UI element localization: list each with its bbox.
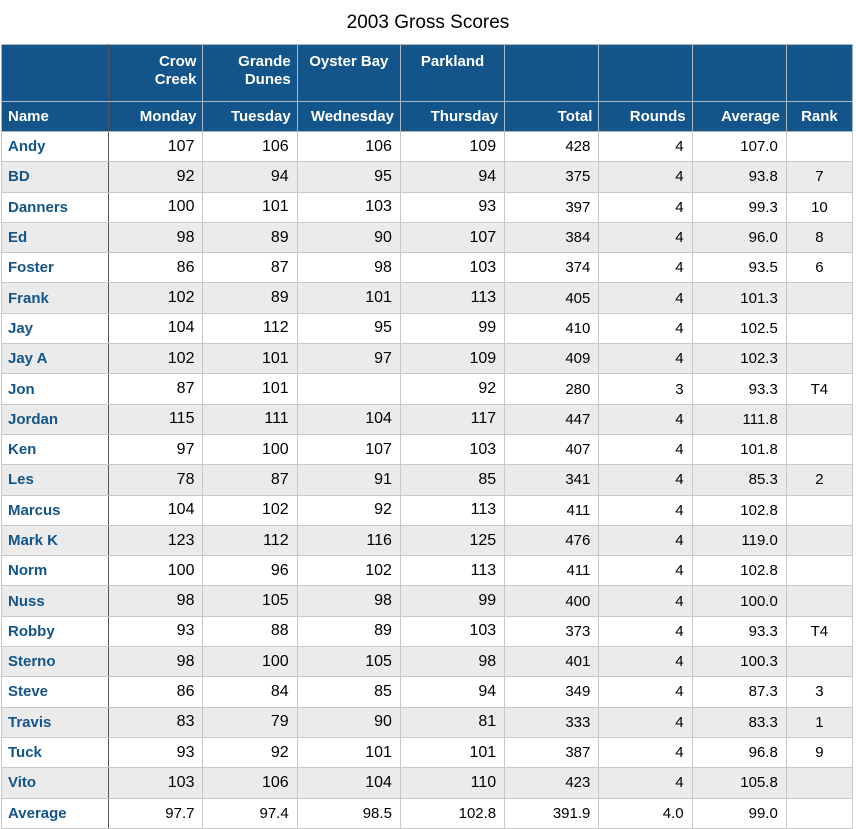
thursday-score-cell: 113 (400, 283, 504, 313)
thursday-score-cell: 109 (400, 344, 504, 374)
average-score-cell: 102.8 (692, 495, 786, 525)
table-row (2, 404, 853, 434)
column-header-tuesday: Tuesday (203, 102, 297, 132)
player-name-cell: Norm (2, 556, 109, 586)
rank-cell (786, 313, 852, 343)
page-title: 2003 Gross Scores (346, 12, 510, 33)
column-header-average: Average (692, 102, 786, 132)
thursday-score-cell: 99 (400, 586, 504, 616)
average-score-cell: 107.0 (692, 132, 786, 162)
rounds-count-cell: 4 (599, 495, 692, 525)
total-score-cell: 447 (505, 404, 599, 434)
table-row (2, 344, 853, 374)
tuesday-score-cell: 102 (203, 495, 297, 525)
course-header-cell (599, 45, 692, 102)
column-header-name: Name (2, 102, 109, 132)
player-name-cell: BD (2, 162, 109, 192)
table-row (2, 677, 853, 707)
tuesday-score-cell: 112 (203, 525, 297, 555)
thursday-score-cell: 110 (400, 768, 504, 798)
rank-cell (786, 132, 852, 162)
table-row (2, 768, 853, 798)
monday-score-cell: 86 (109, 253, 203, 283)
average-score-cell: 93.5 (692, 253, 786, 283)
table-row (2, 434, 853, 464)
wednesday-score-cell: 98.5 (297, 798, 400, 828)
monday-score-cell: 87 (109, 374, 203, 404)
player-name-cell: Marcus (2, 495, 109, 525)
player-name-cell: Danners (2, 192, 109, 222)
player-name-cell: Jay (2, 313, 109, 343)
rank-cell (786, 768, 852, 798)
tuesday-score-cell: 92 (203, 737, 297, 767)
thursday-score-cell: 94 (400, 677, 504, 707)
total-score-cell: 341 (505, 465, 599, 495)
tuesday-score-cell: 88 (203, 616, 297, 646)
thursday-score-cell: 101 (400, 737, 504, 767)
course-header-cell: Crow Creek (109, 45, 203, 102)
player-name-cell: Sterno (2, 647, 109, 677)
average-score-cell: 93.3 (692, 374, 786, 404)
rank-cell: 10 (786, 192, 852, 222)
average-score-cell: 99.0 (692, 798, 786, 828)
table-row (2, 707, 853, 737)
table-row (2, 253, 853, 283)
player-name-cell: Robby (2, 616, 109, 646)
monday-score-cell: 92 (109, 162, 203, 192)
column-header-rank: Rank (786, 102, 852, 132)
rounds-count-cell: 4 (599, 525, 692, 555)
average-score-cell: 83.3 (692, 707, 786, 737)
wednesday-score-cell: 107 (297, 434, 400, 464)
thursday-score-cell: 107 (400, 222, 504, 252)
table-row (2, 313, 853, 343)
table-row (2, 525, 853, 555)
rounds-count-cell: 4 (599, 586, 692, 616)
tuesday-score-cell: 101 (203, 192, 297, 222)
rounds-count-cell: 4 (599, 677, 692, 707)
tuesday-score-cell: 84 (203, 677, 297, 707)
thursday-score-cell: 103 (400, 253, 504, 283)
total-score-cell: 387 (505, 737, 599, 767)
table-row (2, 162, 853, 192)
player-name-cell: Jon (2, 374, 109, 404)
tuesday-score-cell: 101 (203, 374, 297, 404)
monday-score-cell: 104 (109, 495, 203, 525)
total-score-cell: 405 (505, 283, 599, 313)
total-score-cell: 384 (505, 222, 599, 252)
player-name-cell: Jay A (2, 344, 109, 374)
tuesday-score-cell: 87 (203, 465, 297, 495)
player-name-cell: Foster (2, 253, 109, 283)
tuesday-score-cell: 112 (203, 313, 297, 343)
total-score-cell: 374 (505, 253, 599, 283)
wednesday-score-cell: 102 (297, 556, 400, 586)
rank-cell (786, 404, 852, 434)
thursday-score-cell: 81 (400, 707, 504, 737)
table-row (2, 737, 853, 767)
table-row (2, 647, 853, 677)
wednesday-score-cell: 95 (297, 162, 400, 192)
player-name-cell: Vito (2, 768, 109, 798)
average-score-cell: 101.3 (692, 283, 786, 313)
rounds-count-cell: 4 (599, 616, 692, 646)
monday-score-cell: 104 (109, 313, 203, 343)
total-score-cell: 397 (505, 192, 599, 222)
table-row (2, 374, 853, 404)
rounds-count-cell: 4 (599, 465, 692, 495)
rank-cell: T4 (786, 374, 852, 404)
average-score-cell: 101.8 (692, 434, 786, 464)
monday-score-cell: 100 (109, 556, 203, 586)
player-name-cell: Ken (2, 434, 109, 464)
rank-cell (786, 434, 852, 464)
average-score-cell: 105.8 (692, 768, 786, 798)
wednesday-score-cell: 101 (297, 737, 400, 767)
scores-table (1, 44, 853, 829)
column-header-total: Total (505, 102, 599, 132)
rounds-count-cell: 3 (599, 374, 692, 404)
column-header-monday: Monday (109, 102, 203, 132)
course-header-cell (786, 45, 852, 102)
total-score-cell: 411 (505, 556, 599, 586)
wednesday-score-cell: 104 (297, 768, 400, 798)
player-name-cell: Frank (2, 283, 109, 313)
wednesday-score-cell: 106 (297, 132, 400, 162)
rank-cell: 1 (786, 707, 852, 737)
thursday-score-cell: 99 (400, 313, 504, 343)
rounds-count-cell: 4 (599, 707, 692, 737)
average-score-cell: 100.3 (692, 647, 786, 677)
rounds-count-cell: 4 (599, 768, 692, 798)
rounds-count-cell: 4 (599, 162, 692, 192)
course-header-row (2, 45, 853, 102)
monday-score-cell: 86 (109, 677, 203, 707)
table-row (2, 616, 853, 646)
average-row (2, 798, 853, 828)
total-score-cell: 410 (505, 313, 599, 343)
total-score-cell: 411 (505, 495, 599, 525)
total-score-cell: 373 (505, 616, 599, 646)
total-score-cell: 476 (505, 525, 599, 555)
total-score-cell: 407 (505, 434, 599, 464)
average-score-cell: 85.3 (692, 465, 786, 495)
rounds-count-cell: 4 (599, 222, 692, 252)
table-row (2, 586, 853, 616)
monday-score-cell: 100 (109, 192, 203, 222)
rank-cell (786, 647, 852, 677)
average-score-cell: 102.8 (692, 556, 786, 586)
player-name-cell: Les (2, 465, 109, 495)
course-header-cell (505, 45, 599, 102)
rank-cell (786, 525, 852, 555)
column-header-rounds: Rounds (599, 102, 692, 132)
table-row (2, 222, 853, 252)
rank-cell: 8 (786, 222, 852, 252)
thursday-score-cell: 98 (400, 647, 504, 677)
rank-cell: 2 (786, 465, 852, 495)
rank-cell: 3 (786, 677, 852, 707)
rank-cell (786, 283, 852, 313)
wednesday-score-cell: 103 (297, 192, 400, 222)
table-row (2, 283, 853, 313)
player-name-cell: Steve (2, 677, 109, 707)
thursday-score-cell: 125 (400, 525, 504, 555)
column-header-wednesday: Wednesday (297, 102, 400, 132)
thursday-score-cell: 85 (400, 465, 504, 495)
column-header-thursday: Thursday (400, 102, 504, 132)
player-name-cell: Andy (2, 132, 109, 162)
rounds-count-cell: 4 (599, 283, 692, 313)
player-name-cell: Nuss (2, 586, 109, 616)
average-score-cell: 99.3 (692, 192, 786, 222)
tuesday-score-cell: 97.4 (203, 798, 297, 828)
average-score-cell: 111.8 (692, 404, 786, 434)
course-header-cell (692, 45, 786, 102)
tuesday-score-cell: 89 (203, 283, 297, 313)
wednesday-score-cell: 89 (297, 616, 400, 646)
average-score-cell: 102.3 (692, 344, 786, 374)
rank-cell (786, 798, 852, 828)
monday-score-cell: 78 (109, 465, 203, 495)
tuesday-score-cell: 105 (203, 586, 297, 616)
rounds-count-cell: 4 (599, 192, 692, 222)
average-score-cell: 93.8 (692, 162, 786, 192)
player-name-cell: Average (2, 798, 109, 828)
average-score-cell: 102.5 (692, 313, 786, 343)
course-header-cell (2, 45, 109, 102)
thursday-score-cell: 117 (400, 404, 504, 434)
rank-cell: 7 (786, 162, 852, 192)
player-name-cell: Tuck (2, 737, 109, 767)
monday-score-cell: 115 (109, 404, 203, 434)
tuesday-score-cell: 106 (203, 768, 297, 798)
rounds-count-cell: 4 (599, 556, 692, 586)
monday-score-cell: 83 (109, 707, 203, 737)
total-score-cell: 401 (505, 647, 599, 677)
course-header-cell: Grande Dunes (203, 45, 297, 102)
monday-score-cell: 103 (109, 768, 203, 798)
rank-cell (786, 556, 852, 586)
tuesday-score-cell: 89 (203, 222, 297, 252)
wednesday-score-cell: 91 (297, 465, 400, 495)
table-row (2, 192, 853, 222)
thursday-score-cell: 113 (400, 495, 504, 525)
total-score-cell: 423 (505, 768, 599, 798)
rounds-count-cell: 4 (599, 253, 692, 283)
rank-cell (786, 495, 852, 525)
monday-score-cell: 123 (109, 525, 203, 555)
total-score-cell: 280 (505, 374, 599, 404)
average-score-cell: 93.3 (692, 616, 786, 646)
monday-score-cell: 93 (109, 737, 203, 767)
tuesday-score-cell: 100 (203, 647, 297, 677)
rounds-count-cell: 4 (599, 647, 692, 677)
player-name-cell: Travis (2, 707, 109, 737)
tuesday-score-cell: 87 (203, 253, 297, 283)
thursday-score-cell: 103 (400, 616, 504, 646)
average-score-cell: 87.3 (692, 677, 786, 707)
rank-cell (786, 586, 852, 616)
thursday-score-cell: 103 (400, 434, 504, 464)
average-score-cell: 96.0 (692, 222, 786, 252)
total-score-cell: 333 (505, 707, 599, 737)
column-header-row (2, 102, 853, 132)
wednesday-score-cell: 97 (297, 344, 400, 374)
wednesday-score-cell: 104 (297, 404, 400, 434)
monday-score-cell: 93 (109, 616, 203, 646)
total-score-cell: 409 (505, 344, 599, 374)
thursday-score-cell: 113 (400, 556, 504, 586)
tuesday-score-cell: 96 (203, 556, 297, 586)
rank-cell: 6 (786, 253, 852, 283)
monday-score-cell: 107 (109, 132, 203, 162)
wednesday-score-cell: 101 (297, 283, 400, 313)
course-header-cell: Parkland (400, 45, 504, 102)
total-score-cell: 391.9 (505, 798, 599, 828)
rounds-count-cell: 4 (599, 404, 692, 434)
tuesday-score-cell: 94 (203, 162, 297, 192)
wednesday-score-cell: 92 (297, 495, 400, 525)
player-name-cell: Jordan (2, 404, 109, 434)
scores-table-body (2, 132, 853, 829)
rank-cell (786, 344, 852, 374)
total-score-cell: 349 (505, 677, 599, 707)
total-score-cell: 375 (505, 162, 599, 192)
tuesday-score-cell: 100 (203, 434, 297, 464)
table-row (2, 132, 853, 162)
tuesday-score-cell: 79 (203, 707, 297, 737)
monday-score-cell: 98 (109, 222, 203, 252)
thursday-score-cell: 93 (400, 192, 504, 222)
rounds-count-cell: 4 (599, 132, 692, 162)
average-score-cell: 119.0 (692, 525, 786, 555)
monday-score-cell: 97.7 (109, 798, 203, 828)
wednesday-score-cell: 95 (297, 313, 400, 343)
thursday-score-cell: 92 (400, 374, 504, 404)
total-score-cell: 400 (505, 586, 599, 616)
rounds-count-cell: 4.0 (599, 798, 692, 828)
thursday-score-cell: 109 (400, 132, 504, 162)
player-name-cell: Ed (2, 222, 109, 252)
player-name-cell: Mark K (2, 525, 109, 555)
course-header-cell: Oyster Bay (297, 45, 400, 102)
rounds-count-cell: 4 (599, 344, 692, 374)
wednesday-score-cell: 90 (297, 222, 400, 252)
rounds-count-cell: 4 (599, 434, 692, 464)
rank-cell: 9 (786, 737, 852, 767)
rank-cell: T4 (786, 616, 852, 646)
table-row (2, 556, 853, 586)
tuesday-score-cell: 111 (203, 404, 297, 434)
wednesday-score-cell: 98 (297, 253, 400, 283)
thursday-score-cell: 94 (400, 162, 504, 192)
wednesday-score-cell: 90 (297, 707, 400, 737)
monday-score-cell: 102 (109, 344, 203, 374)
wednesday-score-cell: 105 (297, 647, 400, 677)
rounds-count-cell: 4 (599, 313, 692, 343)
table-row (2, 465, 853, 495)
table-row (2, 495, 853, 525)
wednesday-score-cell: 85 (297, 677, 400, 707)
monday-score-cell: 97 (109, 434, 203, 464)
tuesday-score-cell: 106 (203, 132, 297, 162)
monday-score-cell: 98 (109, 586, 203, 616)
wednesday-score-cell (297, 374, 400, 404)
tuesday-score-cell: 101 (203, 344, 297, 374)
rounds-count-cell: 4 (599, 737, 692, 767)
thursday-score-cell: 102.8 (400, 798, 504, 828)
monday-score-cell: 102 (109, 283, 203, 313)
monday-score-cell: 98 (109, 647, 203, 677)
wednesday-score-cell: 116 (297, 525, 400, 555)
average-score-cell: 96.8 (692, 737, 786, 767)
wednesday-score-cell: 98 (297, 586, 400, 616)
total-score-cell: 428 (505, 132, 599, 162)
average-score-cell: 100.0 (692, 586, 786, 616)
